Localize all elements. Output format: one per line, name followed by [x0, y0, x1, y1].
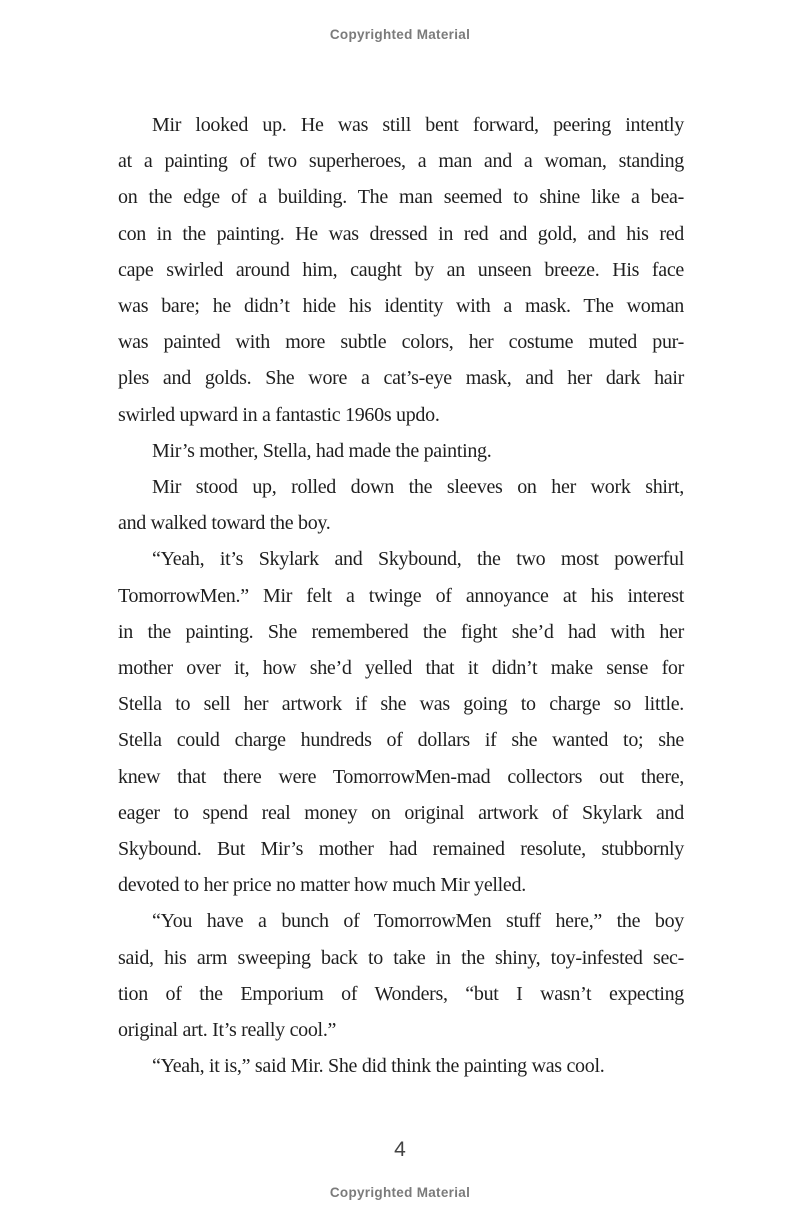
copyright-notice-top: Copyrighted Material — [329, 27, 471, 42]
text-line: at a painting of two superheroes, a man and a woman, standing — [118, 150, 684, 173]
text-line: “You have a bunch of TomorrowMen stuff here,” the boy — [152, 910, 684, 933]
page-number: 4 — [394, 1138, 406, 1161]
text-line: original art. It’s really cool.” — [118, 1019, 337, 1042]
copyright-notice-bottom: Copyrighted Material — [329, 1185, 471, 1200]
text-line: “Yeah, it is,” said Mir. She did think the painting was cool. — [152, 1055, 605, 1078]
page-text-block — [118, 107, 684, 1084]
text-line: said, his arm sweeping back to take in the shiny, toy-infested sec- — [118, 946, 684, 969]
text-line: TomorrowMen.” Mir felt a twinge of annoyance at his interest — [118, 584, 684, 607]
text-line: Skybound. But Mir’s mother had remained resolute, stubbornly — [118, 838, 684, 861]
text-line: “Yeah, it’s Skylark and Skybound, the two most powerful — [152, 548, 684, 571]
paragraph — [118, 469, 684, 541]
text-line: cape swirled around him, caught by an unseen breeze. His face — [118, 258, 684, 281]
text-line: Mir stood up, rolled down the sleeves on her work shirt, — [152, 476, 684, 499]
text-line: con in the painting. He was dressed in red and gold, and his red — [118, 222, 684, 245]
text-line: Mir looked up. He was still bent forward, peering intently — [152, 114, 684, 136]
text-line: Mir’s mother, Stella, had made the painting. — [152, 439, 492, 462]
text-line: knew that there were TomorrowMen-mad collectors out there, — [118, 765, 684, 788]
text-line: mother over it, how she’d yelled that it didn’t make sense for — [118, 657, 684, 680]
text-line: on the edge of a building. The man seemed to shine like a bea- — [118, 186, 684, 209]
text-line: was bare; he didn’t hide his identity with a mask. The woman — [118, 295, 684, 318]
text-line: swirled upward in a fantastic 1960s updo. — [118, 403, 440, 426]
text-line: was painted with more subtle colors, her costume muted pur- — [118, 331, 684, 354]
paragraph — [118, 433, 684, 469]
paragraph — [118, 1048, 684, 1084]
text-line: tion of the Emporium of Wonders, “but I wasn’t expecting — [118, 982, 684, 1005]
text-line: ples and golds. She wore a cat’s-eye mask, and her dark hair — [118, 367, 684, 390]
paragraph — [118, 541, 684, 903]
text-line: Stella to sell her artwork if she was going to charge so little. — [118, 693, 684, 716]
paragraph — [118, 903, 684, 1048]
text-line: in the painting. She remembered the fight she’d had with her — [118, 620, 684, 643]
paragraph — [118, 107, 684, 433]
text-line: Stella could charge hundreds of dollars if she wanted to; she — [118, 729, 684, 752]
text-line: and walked toward the boy. — [118, 512, 331, 535]
text-line: devoted to her price no matter how much Mir yelled. — [118, 874, 526, 897]
text-line: eager to spend real money on original artwork of Skylark and — [118, 801, 684, 824]
